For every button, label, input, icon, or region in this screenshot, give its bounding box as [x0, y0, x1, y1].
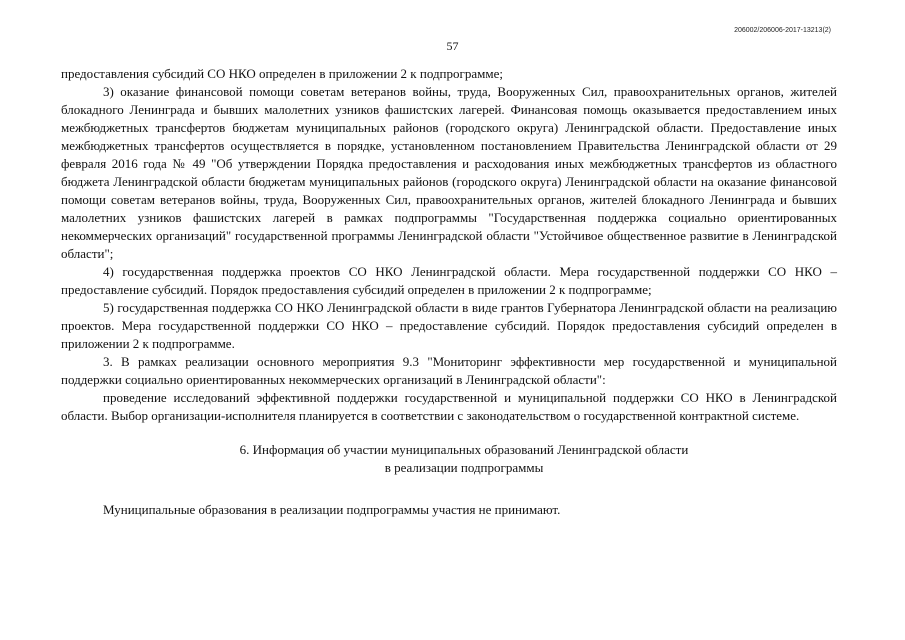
section-heading-line: в реализации подпрограммы [384, 460, 544, 475]
paragraph: 3. В рамках реализации основного мероприятия 9.3 "Мониторинг эффективности мер государственной и муниципальной поддержки социально ориентированных некоммерческих организаций в Ленинградской области": [61, 354, 837, 387]
paragraph: предоставления субсидий СО НКО определен в приложении 2 к подпрограмме; [61, 66, 503, 81]
paragraph: проведение исследований эффективной поддержки государственной и муниципальной поддержки СО НКО в Ленинградской области. Выбор организации-исполнителя планируется в соответствии с законодательством о государственной контрактной системе. [61, 390, 837, 423]
section-heading-line: 6. Информация об участии муниципальных образований Ленинградской области [239, 442, 689, 457]
paragraph: 4) государственная поддержка проектов СО НКО Ленинградской области. Мера государственной поддержки СО НКО – предоставление субсидий. Порядок предоставления субсидий определен в приложении 2 к подпрограмме; [61, 264, 837, 297]
section-heading [61, 441, 837, 477]
final-paragraph: Муниципальные образования в реализации подпрограммы участия не принимают. [103, 502, 561, 517]
paragraph: 3) оказание финансовой помощи советам ветеранов войны, труда, Вооруженных Сил, правоохранительных органов, жителей блокадного Ленинграда и бывших малолетних узников фашистских лагерей. Финансовая помощь оказывается предоставлением иных межбюджетных трансфертов бюджетам муниципальных районов (городского округа) Ленинградской области. Предоставление иных межбюджетных трансфертов осуществляется в порядке, установленном постановлением Правительства Ленинградской области от 29 февраля 2016 года № 49 "Об утверждении Порядка предоставления и расходования иных межбюджетных трансфертов из областного бюджета Ленинградской области бюджетам муниципальных районов (городского округа) Ленинградской области на оказание финансовой помощи советам ветеранов войны, труда, Вооруженных Сил, правоохранительных органов, жителей блокадного Ленинграда и бывших малолетних узников фашистских лагерей в рамках подпрограммы "Государственная поддержка социально ориентированных некоммерческих организаций" государственной программы Ленинградской области "Устойчивое общественное развитие в Ленинградской области"; [61, 84, 837, 261]
page-number: 57 [446, 39, 459, 53]
paragraph: 5) государственная поддержка СО НКО Ленинградской области в виде грантов Губернатора Ленинградской области на реализацию проектов. Мера государственной поддержки СО НКО – предоставление субсидий. Порядок предоставления субсидий определен в приложении 2 к подпрограмме. [61, 300, 837, 351]
document-body [61, 65, 837, 519]
document-id: 206002/206006-2017-13213(2) [734, 27, 831, 34]
